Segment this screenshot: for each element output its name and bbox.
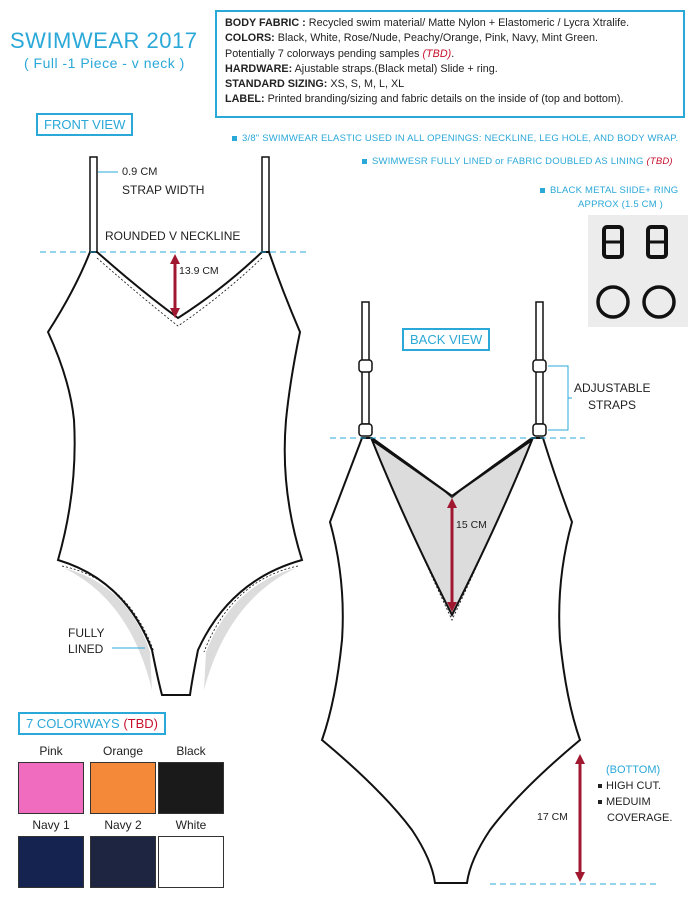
straps-label: STRAPS (588, 398, 637, 412)
swatch-pink (18, 762, 84, 814)
lined-label: LINED (68, 642, 104, 656)
swatch-navy-2 (90, 836, 156, 888)
swatch-white (158, 836, 224, 888)
colorway-navy-1 (18, 818, 84, 888)
bottom-label: (BOTTOM) (606, 764, 661, 776)
slide-icon (359, 360, 372, 372)
page-subtitle: ( Full -1 Piece - v neck ) (24, 55, 185, 71)
swatch-black (158, 762, 224, 814)
hardware-note-line1: BLACK METAL SIIDE+ RING (540, 185, 678, 196)
bottom-depth: 17 CM (537, 811, 568, 823)
lining-note: SWIMWESR FULLY LINED or FABRIC DOUBLED AS LINING (TBD) (362, 156, 673, 167)
strap-measure: 0.9 CM (122, 166, 158, 178)
swatch-label: Black (176, 744, 206, 758)
spec-body-fabric: BODY FABRIC : Recycled swim material/ Matte Nylon + Elastomeric / Lycra Xtralife. (225, 17, 630, 29)
swatch-orange (90, 762, 156, 814)
coverage-label-1: MEDUIM (598, 796, 651, 808)
hardware-photo (588, 215, 688, 327)
colorway-navy-2 (90, 818, 156, 888)
swatch-navy-1 (18, 836, 84, 888)
swatch-label: Orange (102, 744, 144, 758)
colorway-black (158, 744, 224, 814)
colorway-pink (18, 744, 84, 814)
swatch-label: Pink (39, 744, 63, 758)
high-cut-label: HIGH CUT. (598, 780, 661, 792)
fully-label: FULLY (68, 626, 105, 640)
ring-icon (533, 424, 546, 436)
strap-width-label: STRAP WIDTH (122, 183, 205, 197)
colorway-white (158, 818, 224, 888)
spec-hardware: HARDWARE: Ajustable straps.(Black metal) Slide + ring. (225, 62, 498, 75)
spec-sizing: STANDARD SIZING: XS, S, M, L, XL (225, 78, 405, 91)
colorway-orange (90, 744, 156, 814)
colorways-title-box: 7 COLORWAYS (TBD) (18, 712, 166, 735)
spec-label: LABEL: Printed branding/sizing and fabric details on the inside of (top and bottom). (225, 93, 624, 106)
swatch-label: White (175, 818, 207, 832)
elastic-note: 3/8" SWIMWEAR ELASTIC USED IN ALL OPENINGS: NECKLINE, LEG HOLE, AND BODY WRAP. (232, 133, 678, 144)
neckline-label: ROUNDED V NECKLINE (105, 229, 241, 243)
back-depth: 15 CM (456, 519, 487, 531)
coverage-label-2: COVERAGE. (607, 812, 673, 824)
back-view-label: BACK VIEW (402, 328, 490, 351)
front-neck-depth: 13.9 CM (179, 265, 219, 277)
swatch-label: Navy 2 (104, 818, 142, 832)
slide-icon (533, 360, 546, 372)
swatch-label: Navy 1 (32, 818, 70, 832)
hardware-note-line2: APPROX (1.5 CM ) (578, 199, 664, 210)
ring-icon (359, 424, 372, 436)
front-view-label: FRONT VIEW (36, 113, 133, 136)
spec-colorways-note: Potentially 7 colorways pending samples (TBD). (225, 47, 455, 60)
spec-colors: COLORS: Black, White, Rose/Nude, Peachy/Orange, Pink, Navy, Mint Green. (225, 32, 599, 45)
adjustable-label: ADJUSTABLE (574, 381, 651, 395)
page-title: SWIMWEAR 2017 (10, 28, 198, 53)
